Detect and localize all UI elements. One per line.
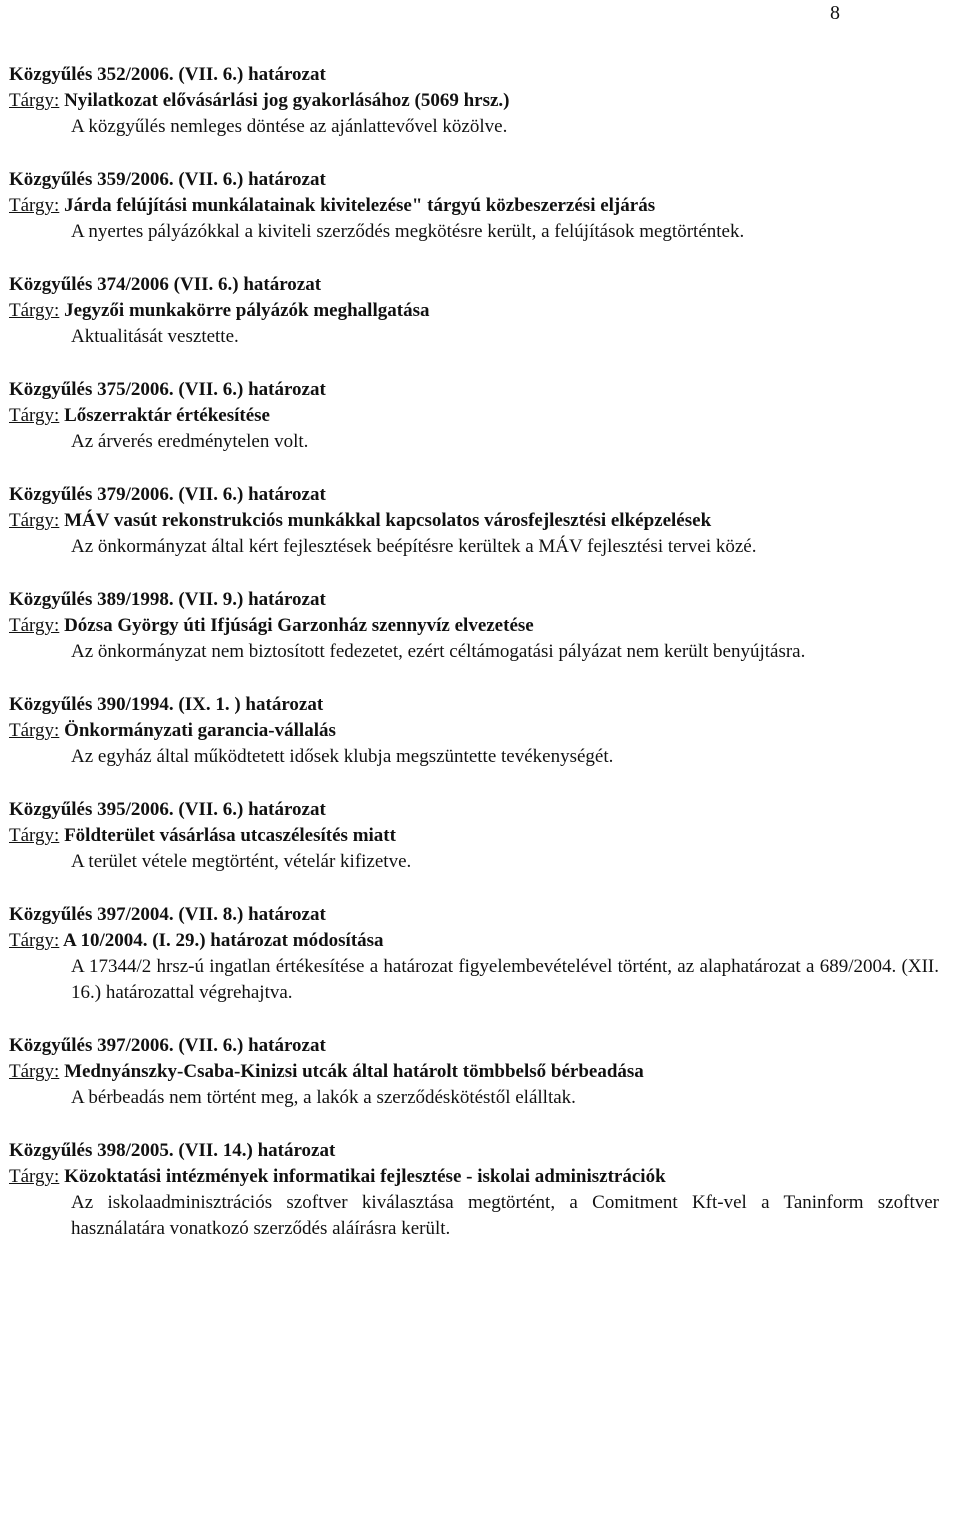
resolution-subject [9,928,939,954]
resolution-entry [9,377,939,455]
subject-label: Tárgy: [9,825,60,846]
resolution-heading: Közgyűlés 375/2006. (VII. 6.) határozat [9,379,326,400]
resolution-outcome: A közgyűlés nemleges döntése az ajánlattevővel közölve. [71,116,508,137]
subject-text: Mednyánszky-Csaba-Kinizsi utcák által határolt tömbbelső bérbeadása [64,1061,644,1082]
subject-label: Tárgy: [9,405,60,426]
resolution-outcome: Aktualitását vesztette. [71,326,239,347]
resolution-heading: Közgyűlés 359/2006. (VII. 6.) határozat [9,169,326,190]
resolution-heading: Közgyűlés 390/1994. (IX. 1. ) határozat [9,694,324,715]
resolution-heading: Közgyűlés 397/2006. (VII. 6.) határozat [9,1035,326,1056]
resolution-entry [9,587,939,665]
resolution-subject [9,298,939,324]
resolution-outcome: A 17344/2 hrsz-ú ingatlan értékesítése a határozat figyelembevételével történt, az alaphatározat a 689/2004. (XII. 16.) határozattal végrehajtva. [71,956,939,1003]
subject-text: A 10/2004. (I. 29.) határozat módosítása [63,930,384,951]
resolution-subject [9,1164,939,1190]
subject-label: Tárgy: [9,1166,60,1187]
resolution-entry [9,62,939,140]
resolution-entry [9,1033,939,1111]
subject-text: Jegyzői munkakörre pályázók meghallgatása [64,300,430,321]
resolution-subject [9,88,939,114]
resolution-entry [9,1138,939,1242]
resolution-subject [9,823,939,849]
resolution-outcome: Az önkormányzat nem biztosított fedezetet, ezért céltámogatási pályázat nem került benyújtásra. [71,641,806,662]
resolution-heading: Közgyűlés 389/1998. (VII. 9.) határozat [9,589,326,610]
resolution-heading: Közgyűlés 398/2005. (VII. 14.) határozat [9,1140,336,1161]
resolution-entry [9,482,939,560]
subject-label: Tárgy: [9,1061,60,1082]
subject-label: Tárgy: [9,930,60,951]
subject-label: Tárgy: [9,195,60,216]
resolution-entry [9,167,939,245]
resolution-outcome: Az egyház által működtetett idősek klubja megszüntette tevékenységét. [71,746,614,767]
resolution-entry [9,692,939,770]
resolution-outcome: A terület vétele megtörtént, vételár kifizetve. [71,851,412,872]
subject-label: Tárgy: [9,90,60,111]
subject-text: Járda felújítási munkálatainak kivitelezése" tárgyú közbeszerzési eljárás [64,195,656,216]
subject-label: Tárgy: [9,615,60,636]
page-number: 8 [830,2,840,24]
resolution-heading: Közgyűlés 397/2004. (VII. 8.) határozat [9,904,326,925]
subject-label: Tárgy: [9,720,60,741]
resolution-subject [9,1059,939,1085]
resolution-list [9,62,939,1269]
resolution-outcome: Az iskolaadminisztrációs szoftver kiválasztása megtörtént, a Comitment Kft-vel a Taninform szoftver használatára vonatkozó szerződés aláírásra került. [71,1192,939,1239]
resolution-subject [9,403,939,429]
subject-text: Földterület vásárlása utcaszélesítés miatt [64,825,396,846]
resolution-heading: Közgyűlés 352/2006. (VII. 6.) határozat [9,64,326,85]
resolution-entry [9,797,939,875]
subject-text: MÁV vasút rekonstrukciós munkákkal kapcsolatos városfejlesztési elképzelések [64,510,712,531]
resolution-subject [9,193,939,219]
resolution-entry [9,902,939,1006]
subject-text: Önkormányzati garancia-vállalás [64,720,336,741]
resolution-heading: Közgyűlés 379/2006. (VII. 6.) határozat [9,484,326,505]
resolution-outcome: A bérbeadás nem történt meg, a lakók a szerződéskötéstől elálltak. [71,1087,576,1108]
subject-text: Dózsa György úti Ifjúsági Garzonház szennyvíz elvezetése [64,615,534,636]
subject-label: Tárgy: [9,510,60,531]
subject-text: Nyilatkozat elővásárlási jog gyakorlásához (5069 hrsz.) [64,90,510,111]
subject-label: Tárgy: [9,300,60,321]
resolution-subject [9,718,939,744]
resolution-subject [9,508,939,534]
resolution-outcome: Az önkormányzat által kért fejlesztések beépítésre kerültek a MÁV fejlesztési tervei közé. [71,536,757,557]
resolution-entry [9,272,939,350]
resolution-subject [9,613,939,639]
resolution-heading: Közgyűlés 395/2006. (VII. 6.) határozat [9,799,326,820]
resolution-heading: Közgyűlés 374/2006 (VII. 6.) határozat [9,274,322,295]
subject-text: Lőszerraktár értékesítése [64,405,270,426]
subject-text: Közoktatási intézmények informatikai fejlesztése - iskolai adminisztrációk [64,1166,666,1187]
resolution-outcome: Az árverés eredménytelen volt. [71,431,309,452]
resolution-outcome: A nyertes pályázókkal a kiviteli szerződés megkötésre került, a felújítások megtörténtek. [71,221,745,242]
